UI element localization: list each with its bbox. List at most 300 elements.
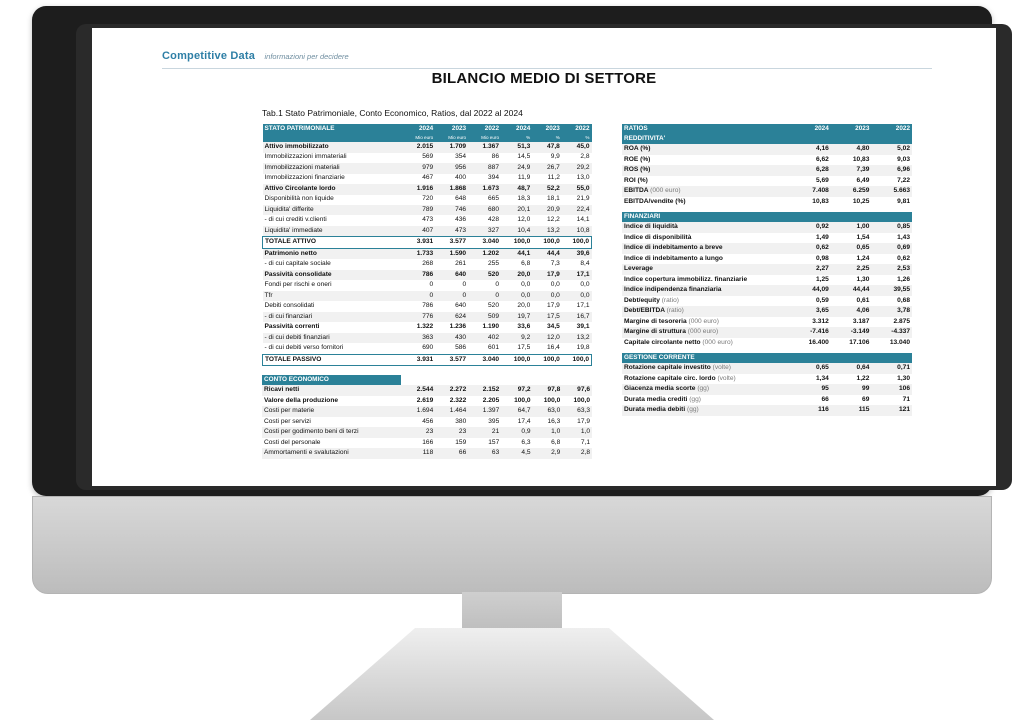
row-label: - di cui debiti finanziari — [264, 333, 330, 341]
row-value: 5,02 — [897, 145, 910, 153]
row-value: 520 — [487, 302, 499, 310]
table-units-row — [263, 134, 592, 142]
row-value: 2,8 — [580, 449, 590, 457]
table-row — [622, 405, 912, 415]
row-value: 100,0 — [543, 396, 561, 404]
row-value: 51,3 — [517, 142, 531, 150]
row-label: Rotazione capitale investito (volte) — [624, 364, 731, 372]
row-label: ROI (%) — [624, 176, 648, 184]
row-value: 1.868 — [449, 184, 467, 192]
row-value: 586 — [455, 344, 467, 352]
table-unit-label: Mio euro — [435, 134, 468, 142]
row-value: 13,2 — [547, 226, 560, 234]
table-row — [622, 155, 912, 165]
row-value: 786 — [422, 270, 434, 278]
row-value: 17,1 — [576, 302, 590, 310]
row-value: 100,0 — [532, 354, 562, 365]
row-value: 69 — [862, 395, 870, 403]
row-unit: (000 euro) — [688, 317, 719, 325]
table-row — [263, 354, 592, 365]
table-header-title: CONTO ECONOMICO — [262, 375, 401, 385]
table-group-header — [622, 134, 912, 144]
row-value: 2.322 — [449, 396, 467, 404]
row-label: Attivo immobilizzato — [264, 142, 329, 150]
table-row — [263, 226, 592, 237]
row-value: 100,0 — [501, 237, 532, 248]
row-value: 7,39 — [856, 166, 870, 174]
table-row — [622, 264, 912, 274]
row-value: 0,98 — [815, 254, 829, 262]
table-header-year: 2023 — [532, 124, 562, 134]
row-unit: (000 euro) — [650, 187, 681, 195]
row-label: Indice copertura immobilizz. finanziarie — [624, 275, 748, 283]
row-value: 1,0 — [551, 428, 561, 436]
row-value: 0,92 — [815, 223, 829, 231]
row-value: 601 — [487, 344, 499, 352]
table-row — [263, 291, 592, 301]
row-value: 690 — [422, 344, 434, 352]
row-value: 0,0 — [521, 281, 531, 289]
row-value: 9,03 — [897, 155, 910, 163]
row-value: 3.040 — [468, 354, 501, 365]
row-value: 16,4 — [547, 344, 560, 352]
table-row — [262, 448, 592, 458]
row-label: TOTALE PASSIVO — [263, 354, 401, 365]
row-value: 13,2 — [576, 333, 590, 341]
table-row — [262, 406, 592, 416]
row-value: 363 — [422, 333, 434, 341]
row-value: 2,53 — [897, 265, 910, 273]
table-row — [263, 174, 592, 184]
row-value: 2,8 — [580, 153, 590, 161]
row-label: Liquidita' immediate — [264, 226, 323, 234]
row-unit: (gg) — [687, 406, 699, 414]
row-value: 5,69 — [815, 176, 829, 184]
table-unit-label: % — [562, 134, 592, 142]
row-label: TOTALE ATTIVO — [263, 237, 401, 248]
row-label: Indice di liquidità — [624, 223, 678, 231]
row-value: 63,3 — [577, 407, 590, 415]
row-value: 52,2 — [547, 184, 560, 192]
row-value: 2,27 — [815, 265, 829, 273]
row-value: 0,62 — [897, 254, 910, 262]
row-value: 979 — [422, 163, 434, 171]
row-value: 157 — [488, 438, 500, 446]
row-label: Giacenza media scorte (gg) — [624, 385, 710, 393]
table-row — [263, 237, 592, 248]
row-value: 746 — [455, 205, 467, 213]
table-row — [263, 259, 592, 269]
row-value: 354 — [455, 153, 467, 161]
row-value: 100,0 — [532, 237, 562, 248]
row-value: 71 — [902, 395, 910, 403]
table-row — [263, 163, 592, 173]
row-value: 3.040 — [468, 237, 501, 248]
row-value: 66 — [821, 395, 829, 403]
row-value: 23 — [458, 428, 467, 436]
row-label: Patrimonio netto — [264, 249, 317, 257]
row-value: 6,96 — [897, 166, 910, 174]
row-value: 0,64 — [856, 364, 870, 372]
row-value: 261 — [455, 260, 467, 268]
row-label: EBITDA/vendite (%) — [624, 197, 686, 205]
row-value: 0 — [429, 291, 434, 299]
row-value: 7,1 — [580, 438, 590, 446]
row-value: 17,4 — [517, 417, 531, 425]
row-label: Margine di tesoreria (000 euro) — [624, 317, 719, 325]
row-value: 33,6 — [517, 323, 531, 331]
row-value: 1.190 — [482, 323, 499, 331]
row-value: 121 — [898, 406, 910, 414]
row-value: 16,3 — [547, 417, 561, 425]
row-value: 509 — [487, 312, 499, 320]
row-label: Debiti consolidati — [264, 302, 315, 310]
row-unit: (volte) — [717, 374, 736, 382]
row-value: 467 — [422, 174, 434, 182]
monitor-frame — [32, 6, 992, 496]
row-unit: (ratio) — [666, 307, 684, 315]
row-value: 44,1 — [517, 249, 531, 257]
row-value: 20,9 — [547, 205, 560, 213]
table-row — [622, 222, 912, 232]
table-row — [263, 301, 592, 311]
row-value: 0,85 — [897, 223, 910, 231]
row-unit: (gg) — [689, 395, 701, 403]
row-value: 2.272 — [449, 386, 467, 394]
table-row — [622, 338, 912, 348]
row-value: 2.205 — [482, 396, 500, 404]
table-row — [622, 254, 912, 264]
row-value: 44,09 — [812, 286, 829, 294]
table-row — [622, 285, 912, 295]
table-row — [263, 343, 592, 354]
table-row — [622, 317, 912, 327]
row-value: 13,0 — [576, 174, 590, 182]
row-value: 12,0 — [547, 333, 560, 341]
row-value: 17.106 — [849, 338, 870, 346]
row-value: 0,61 — [856, 296, 870, 304]
table-row — [263, 215, 592, 225]
row-value: 456 — [422, 417, 434, 425]
row-label: Debt/EBITDA (ratio) — [624, 307, 684, 315]
row-label: - di cui debiti verso fornitori — [264, 344, 344, 352]
row-value: 22,4 — [576, 205, 590, 213]
row-value: 48,7 — [517, 184, 531, 192]
row-value: 520 — [487, 270, 499, 278]
row-value: 0,69 — [897, 244, 910, 252]
row-value: 473 — [455, 226, 467, 234]
row-value: 268 — [422, 260, 434, 268]
row-label: Liquidita' differite — [264, 205, 314, 213]
row-value: 2.015 — [416, 142, 434, 150]
row-value: 34,5 — [547, 323, 560, 331]
row-value: 1.694 — [416, 407, 434, 415]
row-value: 10,83 — [852, 155, 870, 163]
row-value: 44,44 — [852, 286, 870, 294]
row-label: Immobilizzazioni immateriali — [264, 153, 347, 161]
row-value: 4,5 — [521, 449, 531, 457]
table-row — [263, 270, 592, 280]
table-row — [622, 176, 912, 186]
row-value: 55,0 — [576, 184, 590, 192]
row-value: 0,71 — [897, 364, 910, 372]
row-value: 6,62 — [815, 155, 829, 163]
row-value: 44,4 — [547, 249, 560, 257]
row-value: 100,0 — [573, 396, 590, 404]
row-value: 407 — [422, 226, 434, 234]
row-value: 430 — [455, 333, 467, 341]
table-row — [263, 312, 592, 322]
table-caption: Tab.1 Stato Patrimoniale, Conto Economico, Ratios, dal 2022 al 2024 — [262, 108, 523, 118]
table-row — [263, 280, 592, 290]
right-column — [622, 124, 912, 416]
table-header-year: 2022 — [562, 124, 592, 134]
row-value: 4,80 — [856, 145, 870, 153]
row-value: 23 — [425, 428, 434, 436]
row-value: 17,9 — [577, 417, 590, 425]
table-header-title: STATO PATRIMONIALE — [263, 124, 401, 134]
row-label: ROS (%) — [624, 166, 651, 174]
table-row — [263, 248, 592, 259]
row-value: 26,7 — [547, 163, 560, 171]
row-value: 17,5 — [547, 312, 560, 320]
row-value: 0,0 — [580, 281, 590, 289]
row-unit: (ratio) — [661, 296, 679, 304]
row-value: 17,9 — [547, 270, 560, 278]
table-unit-label: Mio euro — [468, 134, 501, 142]
row-value: 100,0 — [501, 354, 532, 365]
conto-economico-table — [262, 375, 592, 459]
table-header-year: 2022 — [468, 124, 501, 134]
row-value: 9,9 — [550, 153, 560, 161]
row-value: 63 — [491, 449, 500, 457]
row-value: 6,28 — [815, 166, 829, 174]
row-label: Indice indipendenza finanziaria — [624, 286, 722, 294]
table-row — [262, 427, 592, 437]
row-value: 66 — [458, 449, 467, 457]
row-value: 665 — [487, 195, 499, 203]
row-value: 29,2 — [576, 163, 590, 171]
row-label: Immobilizzazioni finanziarie — [264, 174, 345, 182]
row-value: 680 — [487, 205, 499, 213]
row-label: Immobilizzazioni materiali — [264, 163, 340, 171]
table-group-header — [622, 212, 912, 222]
row-label: Costi per servizi — [264, 417, 311, 425]
row-value: 2,9 — [551, 449, 561, 457]
row-value: 24,9 — [517, 163, 531, 171]
row-value: 0 — [462, 281, 467, 289]
row-label: Costi del personale — [264, 438, 321, 446]
row-value: 0,65 — [815, 364, 829, 372]
row-label: Indice di indebitamento a breve — [624, 244, 723, 252]
table-header-year: 2023 — [435, 124, 468, 134]
row-value: 3.577 — [435, 354, 468, 365]
row-value: 1.673 — [482, 184, 499, 192]
table-header-year: 2023 — [831, 124, 872, 134]
table-units-blank — [263, 134, 401, 142]
table-row — [263, 205, 592, 215]
row-value: 6,8 — [551, 438, 561, 446]
row-label: Passività correnti — [264, 323, 320, 331]
table-row — [262, 396, 592, 406]
table-row — [622, 327, 912, 337]
row-value: 6,8 — [521, 260, 531, 268]
brand-name: Competitive Data — [162, 50, 256, 62]
row-value: 1.367 — [482, 142, 499, 150]
row-value: 9,81 — [897, 197, 910, 205]
row-value: 47,8 — [547, 142, 560, 150]
row-value: 887 — [487, 163, 499, 171]
row-value: 1.236 — [449, 323, 467, 331]
row-value: 0,59 — [815, 296, 829, 304]
row-value: 0,0 — [550, 291, 560, 299]
row-value: 1.464 — [449, 407, 467, 415]
row-value: 45,0 — [576, 142, 590, 150]
ratios-table — [622, 124, 912, 416]
row-value: 20,0 — [517, 270, 531, 278]
row-value: 10,83 — [812, 197, 829, 205]
row-label: Costi per materie — [264, 407, 315, 415]
table-row — [622, 275, 912, 285]
row-value: 0 — [495, 281, 499, 289]
row-value: 14,5 — [517, 153, 531, 161]
table-unit-label: Mio euro — [401, 134, 436, 142]
row-label: - di cui finanziari — [264, 312, 313, 320]
row-value: 0 — [429, 281, 434, 289]
row-value: 4,16 — [815, 145, 829, 153]
row-label: Indice di disponibilità — [624, 233, 692, 241]
table-group-title: FINANZIARI — [622, 212, 912, 222]
table-group-header — [622, 353, 912, 363]
row-value: 115 — [858, 406, 870, 414]
row-value: 624 — [455, 312, 467, 320]
row-value: 16,7 — [576, 312, 590, 320]
row-value: 86 — [491, 153, 499, 161]
table-row — [622, 186, 912, 196]
row-unit: (000 euro) — [687, 328, 719, 336]
row-value: 1,54 — [856, 233, 870, 241]
row-value: 394 — [487, 174, 499, 182]
row-value: 100,0 — [562, 237, 592, 248]
row-value: 39,1 — [576, 323, 590, 331]
monitor-screen — [92, 28, 996, 486]
row-value: 63,0 — [547, 407, 561, 415]
monitor-stand-base — [310, 628, 714, 720]
row-value: 1,22 — [856, 374, 870, 382]
row-value: 1,49 — [815, 233, 829, 241]
row-label: Fondi per rischi e oneri — [264, 281, 332, 289]
row-label: Margine di struttura (000 euro) — [624, 328, 719, 336]
row-value: 0,0 — [580, 291, 590, 299]
row-value: 648 — [455, 195, 467, 203]
row-value: 0 — [462, 291, 467, 299]
row-label: Disponibilità non liquide — [264, 195, 334, 203]
table-row — [622, 384, 912, 394]
row-value: 100,0 — [514, 396, 531, 404]
table-group-title: REDDITIVITA' — [622, 134, 912, 144]
row-value: 0,9 — [521, 428, 531, 436]
table-row — [622, 144, 912, 154]
monitor-chin — [32, 496, 992, 594]
row-value: 8,4 — [580, 260, 590, 268]
row-value: 1,30 — [856, 275, 870, 283]
monitor-stand-neck — [462, 592, 562, 632]
table-header-year: 2024 — [790, 124, 831, 134]
row-value: 789 — [422, 205, 434, 213]
row-value: 39,55 — [893, 286, 910, 294]
row-value: 4,06 — [856, 307, 870, 315]
row-value: 106 — [898, 385, 910, 393]
row-label: Valore della produzione — [264, 396, 339, 404]
row-label: Indice di indebitamento a lungo — [624, 254, 723, 262]
table-unit-label: % — [501, 134, 532, 142]
row-value: 0,68 — [897, 296, 910, 304]
brand-tagline: informazioni per decidere — [264, 52, 349, 61]
table-row — [622, 374, 912, 384]
row-label: Rotazione capitale circ. lordo (volte) — [624, 374, 736, 382]
table-row — [263, 322, 592, 332]
row-value: 3.312 — [812, 317, 829, 325]
row-label: - di cui capitale sociale — [264, 260, 331, 268]
row-value: 21,9 — [576, 195, 590, 203]
table-row — [263, 153, 592, 163]
table-header-row — [262, 375, 592, 385]
table-header-row — [622, 124, 912, 134]
row-value: 1,0 — [580, 428, 590, 436]
table-unit-label: % — [532, 134, 562, 142]
table-row — [622, 363, 912, 373]
row-value: -3.149 — [850, 328, 870, 336]
row-value: 0 — [495, 291, 499, 299]
row-value: 97,2 — [517, 386, 531, 394]
row-value: 7,3 — [550, 260, 560, 268]
row-value: 1.590 — [449, 249, 467, 257]
row-value: 10,8 — [576, 226, 590, 234]
row-value: 13.040 — [889, 338, 910, 346]
table-row — [262, 417, 592, 427]
table-header-year: 2022 — [871, 124, 912, 134]
row-value: 17,5 — [517, 344, 531, 352]
table-row — [262, 385, 592, 395]
row-value: 159 — [455, 438, 467, 446]
row-value: 116 — [818, 406, 829, 414]
table-row — [622, 233, 912, 243]
row-value: 19,8 — [576, 344, 590, 352]
row-value: 1.709 — [449, 142, 467, 150]
row-value: 2.875 — [893, 317, 910, 325]
row-value: 1,43 — [897, 233, 910, 241]
row-value: 12,0 — [517, 216, 531, 224]
table-row — [622, 395, 912, 405]
row-value: 640 — [455, 270, 467, 278]
row-label: Attivo Circolante lordo — [264, 184, 336, 192]
table-row — [263, 142, 592, 152]
row-value: 100,0 — [562, 354, 592, 365]
row-value: 7,22 — [897, 176, 910, 184]
row-value: 19,7 — [517, 312, 531, 320]
row-value: 12,2 — [547, 216, 560, 224]
table-header-year: 2024 — [401, 124, 436, 134]
row-value: 3.577 — [435, 237, 468, 248]
row-label: ROA (%) — [624, 145, 651, 153]
row-value: 786 — [422, 302, 434, 310]
row-value: 0,65 — [856, 244, 870, 252]
row-value: 327 — [487, 226, 499, 234]
row-label: Durata media debiti (gg) — [624, 406, 699, 414]
row-value: 436 — [455, 216, 467, 224]
row-value: 21 — [491, 428, 500, 436]
row-value: 2,25 — [856, 265, 870, 273]
